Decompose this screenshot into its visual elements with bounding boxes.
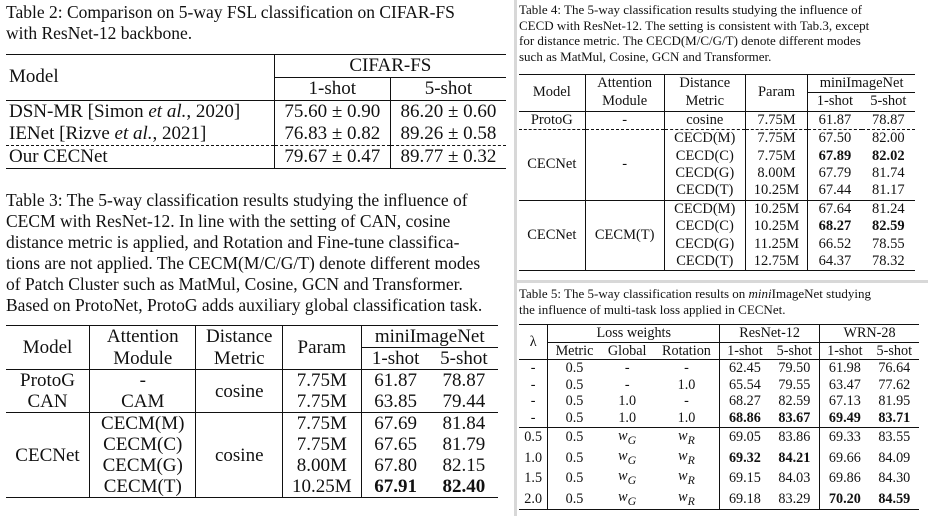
cell-wrn-1shot: 69.33 [820,427,870,448]
cell-attention: - [90,370,196,392]
cell-lambda: 2.0 [524,490,543,507]
cell-attention: CAM [90,391,196,413]
cell-model: CAN [27,391,68,412]
table4-caption [519,2,925,64]
cell-rotation: $w_R$ [678,427,695,447]
cell-model: CECNet [527,156,577,173]
cell-param: 8.00M [283,455,362,476]
table-row [6,100,506,123]
caption-line: CECD with ResNet-12. The setting is consistent with Tab.3, except [519,17,870,33]
header-metric: Metric [548,342,601,360]
header-resnet: ResNet-12 [720,325,820,343]
cell-5shot: 89.26 ± 0.58 [390,123,506,146]
cell-wrn-5shot: 77.62 [878,376,911,393]
cell-metric: 0.5 [548,410,601,427]
table-row [519,111,915,129]
cell-1shot: 67.80 [361,455,430,476]
header-5shot: 5-shot [440,348,488,369]
header-lambda: λ [529,333,537,350]
table-row [6,413,498,435]
cell-resnet-1shot: 65.54 [720,377,770,394]
cell-global: $w_G$ [618,468,637,488]
cell-metric: 0.5 [548,489,601,510]
table3 [6,325,498,498]
header-distance: Distance [664,75,745,93]
caption-line: Table 4: The 5-way classification results studying the influence of [519,2,862,17]
cell-resnet-5shot: 83.86 [778,429,811,446]
cell-global: $w_G$ [618,427,637,447]
caption-line: Table 5: The 5-way classification results on miniImageNet studying [519,286,871,301]
cell-param: 7.75M [283,391,362,413]
cell-distance: CECD(M) [664,130,745,148]
cell-wrn-1shot: 63.47 [820,377,870,394]
cell-lambda: - [530,360,536,377]
cell-param: 10.25M [745,218,807,235]
cell-lambda: - [530,376,536,393]
cell-wrn-1shot: 69.66 [820,448,870,468]
cell-resnet-5shot: 84.21 [778,449,811,466]
cell-5shot: 82.15 [442,455,486,476]
cell-rotation: $w_R$ [678,447,695,467]
table-row [519,489,919,510]
cell-1shot: 63.85 [361,391,430,413]
cell-1shot: 67.79 [808,165,862,182]
cell-rotation: $w_R$ [678,468,695,488]
cell-resnet-5shot: 83.67 [778,409,811,426]
panel-separator [517,280,928,283]
table-row [519,427,919,448]
cell-param: 12.75M [745,253,807,271]
table-row [519,448,919,468]
header-attention: Attention [90,326,196,348]
cell-metric: 0.5 [548,427,601,448]
caption-line: the influence of multi-task loss applied in CECNet. [519,301,786,317]
cell-metric: 0.5 [548,377,601,394]
cell-1shot: 79.67 ± 0.47 [274,145,390,168]
cell-resnet-5shot: 82.59 [778,393,811,410]
cell-1shot: 67.50 [808,130,862,148]
cell-wrn-5shot: 81.95 [878,393,911,410]
cell-5shot: 81.17 [872,182,905,199]
table-row [6,145,506,168]
cell-1shot: 75.60 ± 0.90 [274,100,390,123]
cell-global: $w_G$ [618,447,637,467]
cell-attention: CECM(G) [90,455,196,476]
header-5shot: 5-shot [390,77,506,100]
cell-1shot: 67.64 [808,200,862,218]
caption-line: CECM with ResNet-12. In line with the setting of CAN, cosine [6,211,451,231]
cell-attention: - [585,111,664,129]
cell-wrn-5shot: 84.09 [878,449,911,466]
cell-model: Our CECNet [6,145,274,168]
caption-line: Based on ProtoNet, ProtoG adds auxiliary global classification task. [6,295,483,315]
cell-lambda: - [530,409,536,426]
cell-wrn-5shot: 83.55 [878,429,911,446]
cell-1shot: 66.52 [808,236,862,253]
cell-5shot: 81.24 [872,200,905,217]
cell-param: 8.00M [745,165,807,182]
cell-wrn-1shot: 67.13 [820,393,870,410]
cell-attention: CECM(T) [585,200,664,271]
cell-param: 10.25M [745,182,807,200]
cell-5shot: 78.55 [872,235,905,252]
cell-param: 11.25M [745,236,807,253]
header-loss-weights: Loss weights [548,325,720,343]
cell-metric: 0.5 [548,468,601,488]
header-metric: Metric [664,93,745,111]
cell-resnet-5shot: 84.03 [778,470,811,487]
header-wrn: WRN-28 [820,325,919,343]
table-row [6,123,506,146]
cell-param: 7.75M [283,370,362,392]
cell-model: DSN-MR [Simon et al., 2020] [9,100,241,122]
caption-line: for distance metric. The CECD(M/C/G/T) denote different modes [519,33,861,48]
cell-rotation: 1.0 [677,376,696,393]
cell-metric: 0.5 [548,360,601,377]
caption-line: Table 3: The 5-way classification results studying the influence of [6,190,468,210]
header-module: Module [585,93,664,111]
cell-wrn-1shot: 70.20 [820,489,870,510]
header-5shot: 5-shot [870,93,907,110]
table2-caption [6,2,516,45]
cell-1shot: 68.27 [808,218,862,235]
cell-param: 7.75M [283,434,362,455]
cell-model: ProtoG [519,111,585,129]
header-metric: Metric [196,348,283,370]
cell-distance: CECD(M) [664,200,745,218]
header-resnet-5shot: 5-shot [776,342,813,359]
caption-line: Table 2: Comparison on 5-way FSL classification on CIFAR-FS [6,2,455,22]
cell-5shot: 81.84 [442,413,486,434]
cell-model: CECNet [527,226,577,243]
cell-lambda: - [530,393,536,410]
table4-panel [519,2,925,271]
header-model: Model [532,84,571,101]
cell-5shot: 79.44 [442,391,486,412]
cell-1shot: 64.37 [808,253,862,271]
cell-5shot: 81.74 [872,165,905,182]
header-dataset: miniImageNet [361,326,498,348]
panel-separator [514,0,517,516]
cell-wrn-5shot: 76.64 [878,360,911,377]
cell-distance: CECD(T) [664,253,745,271]
header-param: Param [283,326,362,370]
cell-distance: cosine [196,370,283,413]
cell-5shot: 82.02 [872,147,905,164]
cell-5shot: 78.87 [862,111,915,129]
table-row [519,468,919,488]
table3-panel [6,190,512,498]
header-global: Global [607,342,647,359]
table2-panel [6,2,510,169]
table-row [519,377,919,394]
table5-caption [519,286,925,317]
header-param: Param [745,75,807,112]
header-1shot: 1-shot [808,93,862,111]
cell-distance: CECD(C) [664,148,745,165]
cell-param: 10.25M [283,476,362,498]
cell-rotation: - [684,393,689,410]
table5 [519,324,919,510]
cell-global: $w_G$ [618,488,637,508]
table-row [6,370,498,392]
cell-wrn-5shot: 83.71 [878,409,911,426]
cell-wrn-1shot: 61.98 [820,360,870,377]
cell-5shot: 78.87 [442,370,486,391]
table4 [519,74,915,271]
cell-param: 10.25M [745,200,807,218]
table2 [6,54,506,169]
cell-resnet-1shot: 69.32 [720,448,770,468]
table-row [519,393,919,410]
table3-caption [6,190,514,316]
cell-resnet-1shot: 69.05 [720,427,770,448]
header-model: Model [9,66,59,88]
cell-param: 7.75M [745,111,807,129]
cell-resnet-1shot: 69.18 [720,489,770,510]
cell-distance: cosine [196,413,283,498]
cell-metric: 0.5 [548,393,601,410]
header-dataset: CIFAR-FS [274,54,506,77]
cell-model: ProtoG [20,370,75,391]
caption-line: tions are not applied. The CECM(M/C/G/T) denote different modes [6,253,481,273]
cell-rotation: $w_R$ [678,488,695,508]
cell-global: 1.0 [618,409,637,426]
table-row [519,200,915,218]
header-dataset: miniImageNet [808,75,915,93]
cell-model: IENet [Rizve et al., 2021] [9,122,207,144]
header-1shot: 1-shot [361,348,430,370]
cell-resnet-5shot: 83.29 [778,490,811,507]
cell-5shot: 86.20 ± 0.60 [390,100,506,123]
caption-line: such as MatMul, Cosine, GCN and Transformer. [519,48,772,64]
cell-1shot: 61.87 [808,111,862,129]
header-1shot: 1-shot [274,77,390,100]
cell-distance: CECD(T) [664,182,745,200]
table-row [519,360,919,377]
table5-panel [519,286,925,510]
cell-distance: CECD(G) [664,165,745,182]
cell-resnet-1shot: 62.45 [720,360,770,377]
cell-lambda: 1.0 [524,449,543,466]
cell-global: 1.0 [618,393,637,410]
header-resnet-1shot: 1-shot [720,342,770,360]
header-module: Module [90,348,196,370]
cell-resnet-1shot: 68.86 [720,410,770,427]
cell-5shot: 82.00 [872,130,905,147]
cell-global: - [624,376,630,393]
header-attention: Attention [585,75,664,93]
cell-global: - [624,360,630,377]
cell-resnet-5shot: 79.55 [778,376,811,393]
cell-rotation: 1.0 [677,409,696,426]
caption-line: distance metric is applied, and Rotation and Fine-tune classifica- [6,232,460,252]
cell-metric: 0.5 [548,448,601,468]
header-rotation: Rotation [662,342,711,359]
caption-line: with ResNet-12 backbone. [6,23,193,44]
cell-param: 7.75M [745,148,807,165]
cell-param: 7.75M [745,130,807,148]
cell-wrn-1shot: 69.86 [820,468,870,488]
cell-attention: CECM(C) [90,434,196,455]
header-wrn-1shot: 1-shot [820,342,870,360]
cell-1shot: 76.83 ± 0.82 [274,123,390,146]
header-wrn-5shot: 5-shot [876,342,913,359]
cell-model: CECNet [15,444,80,466]
cell-5shot: 82.59 [872,218,905,235]
cell-resnet-1shot: 69.15 [720,468,770,488]
cell-attention: CECM(T) [90,476,196,498]
cell-distance: CECD(G) [664,236,745,253]
cell-1shot: 67.65 [361,434,430,455]
table-row [519,130,915,148]
cell-1shot: 67.89 [808,148,862,165]
cell-resnet-5shot: 79.50 [778,360,811,377]
caption-line: of Patch Cluster such as MatMul, Cosine, GCN and Transformer. [6,274,463,294]
cell-5shot: 78.32 [872,253,905,270]
header-model: Model [22,337,73,358]
cell-5shot: 81.79 [442,434,486,455]
cell-wrn-5shot: 84.59 [878,490,911,507]
cell-1shot: 67.69 [361,413,430,435]
cell-1shot: 67.91 [361,476,430,498]
cell-wrn-1shot: 69.49 [820,410,870,427]
cell-attention: CECM(M) [90,413,196,435]
cell-resnet-1shot: 68.27 [720,393,770,410]
cell-1shot: 61.87 [361,370,430,392]
cell-lambda: 1.5 [524,470,543,487]
cell-wrn-5shot: 84.30 [878,470,911,487]
cell-1shot: 67.44 [808,182,862,200]
table-row [519,410,919,427]
cell-param: 7.75M [283,413,362,435]
cell-5shot: 82.40 [442,476,486,497]
header-distance: Distance [196,326,283,348]
cell-distance: CECD(C) [664,218,745,235]
cell-5shot: 89.77 ± 0.32 [390,145,506,168]
cell-lambda: 0.5 [524,429,543,446]
cell-distance: cosine [664,111,745,129]
cell-attention: - [585,130,664,201]
cell-rotation: - [684,360,689,377]
